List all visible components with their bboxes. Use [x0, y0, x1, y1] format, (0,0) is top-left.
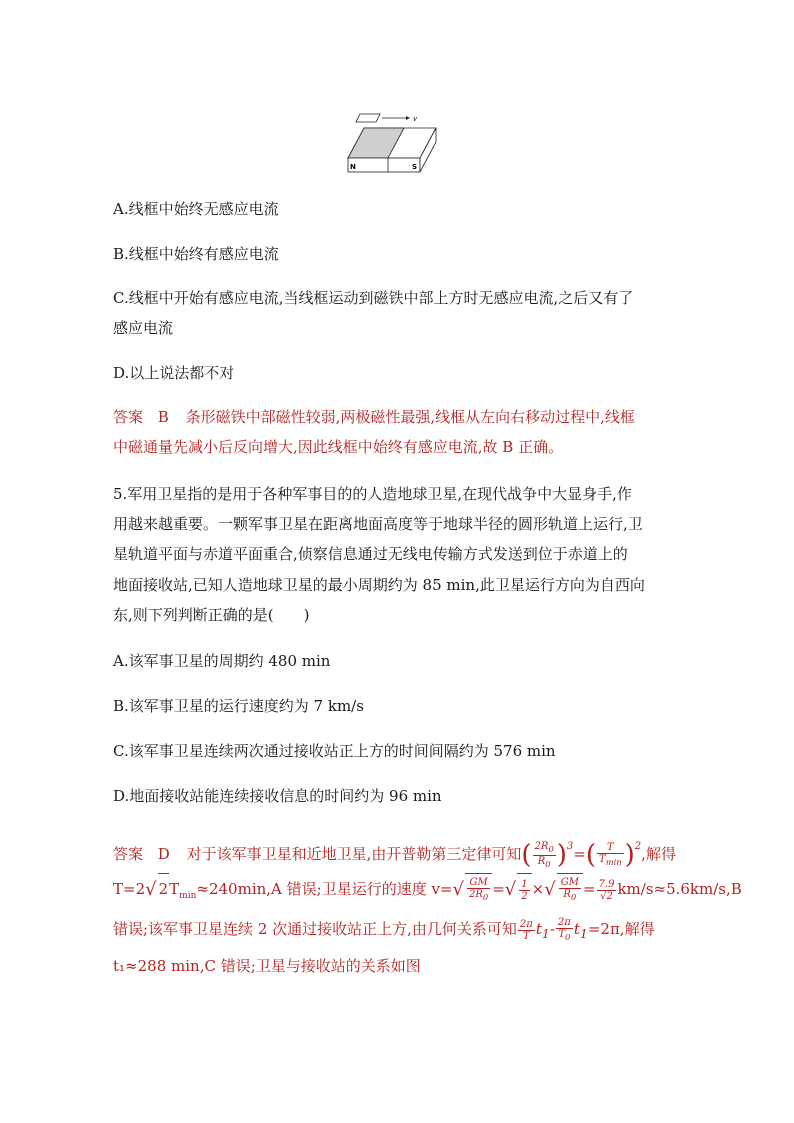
q5-option-d: D.地面接收站能连续接收信息的时间约为 96 min — [113, 787, 442, 805]
prev-option-a: A.线框中始终无感应电流 — [113, 200, 279, 218]
magnet-figure — [340, 100, 450, 178]
answer-tag: 答案 — [113, 408, 144, 426]
velocity-label: v — [413, 115, 417, 123]
coil-frame — [356, 114, 380, 122]
q5-option-a: A.该军事卫星的周期约 480 min — [113, 652, 331, 670]
angle-formula: $\frac{2\pi}{T}$ $t_1-$ $\frac{2\pi}{T_0}$ $t_1$ — [519, 917, 588, 942]
period-expr-start: T=2 — [113, 880, 146, 898]
answer5-line2: T=2√ $2T_{min}\approx 240\min,A$ 错误;卫星运行的速度 v=√ $\frac{GM}{2R_0}$ =√ $\frac{1}{2}$ ×√ $\frac{GM}{R_0}$ = $\frac{7.9}{√2}$ km/s≈5.6km/s,B — [113, 873, 683, 907]
answer5-line1 — [113, 832, 683, 870]
q5-option-c: C.该军事卫星连续两次通过接收站正上方的时间间隔约为 576 min — [113, 742, 556, 760]
geometry-text-end: =2π,解得 — [587, 920, 655, 938]
velocity-arrowhead — [406, 116, 410, 120]
answer-letter: D — [157, 845, 170, 863]
prev-option-d: D.以上说法都不对 — [113, 364, 235, 382]
answer-text: 对于该军事卫星和近地卫星,由开普勒第三定律可知 — [186, 845, 522, 863]
answer-tag: 答案 — [113, 845, 144, 863]
prev-answer-line2: 中磁通量先减小后反向增大,因此线框中始终有感应电流,故 B 正确。 — [113, 438, 564, 456]
magnet-front — [348, 158, 420, 172]
prev-option-c-line1: C.线框中开始有感应电流,当线框运动到磁铁中部上方时无感应电流,之后又有了 — [113, 289, 634, 307]
q5-line3: 星轨道平面与赤道平面重合,侦察信息通过无线电传输方式发送到位于赤道上的 — [113, 545, 628, 563]
prev-option-b: B.线框中始终有感应电流 — [113, 245, 279, 263]
geometry-text: 错误;该军事卫星连续 2 次通过接收站正上方,由几何关系可知 — [113, 920, 517, 938]
south-label: S — [412, 163, 418, 171]
answer-text: 条形磁铁中部磁性较弱,两极磁性最强,线框从左向右移动过程中,线框 — [185, 408, 635, 426]
answer-letter: B — [157, 408, 169, 426]
prev-option-c-line2: 感应电流 — [113, 319, 174, 337]
q5-line1: 5.军用卫星指的是用于各种军事目的的人造地球卫星,在现代战争中大显身手,作 — [113, 485, 632, 503]
answer5-line4: t₁≈288 min,C 错误;卫星与接收站的关系如图 — [113, 957, 421, 975]
q5-line4: 地面接收站,已知人造地球卫星的最小周期约为 85 min,此卫星运行方向为自西向 — [113, 576, 645, 594]
north-label: N — [350, 163, 356, 171]
velocity-formula: √ $\frac{GM}{2R_0}$ =√ $\frac{1}{2}$ ×√ $\frac{GM}{R_0}$ = $\frac{7.9}{√2}$ — [453, 880, 618, 898]
period-expr-mid: ≈240min,A 错误;卫星运行的速度 v= — [196, 880, 453, 898]
answer-text-end: ,解得 — [641, 845, 676, 863]
q5-line5: 东,则下列判断正确的是( ) — [113, 606, 310, 624]
prev-answer-line1 — [113, 406, 683, 428]
kepler-formula: ( $\frac{2R_0}{R_0}$ )$^3$=( $\frac{T}{T_{min}}$ )$^2$ — [521, 840, 642, 870]
velocity-expr-end: km/s≈5.6km/s,B — [617, 880, 742, 898]
q5-line2: 用越来越重要。一颗军事卫星在距离地面高度等于地球半径的圆形轨道上运行,卫 — [113, 515, 643, 533]
q5-option-b: B.该军事卫星的运行速度约为 7 km/s — [113, 697, 364, 715]
answer5-line3 — [113, 914, 683, 948]
